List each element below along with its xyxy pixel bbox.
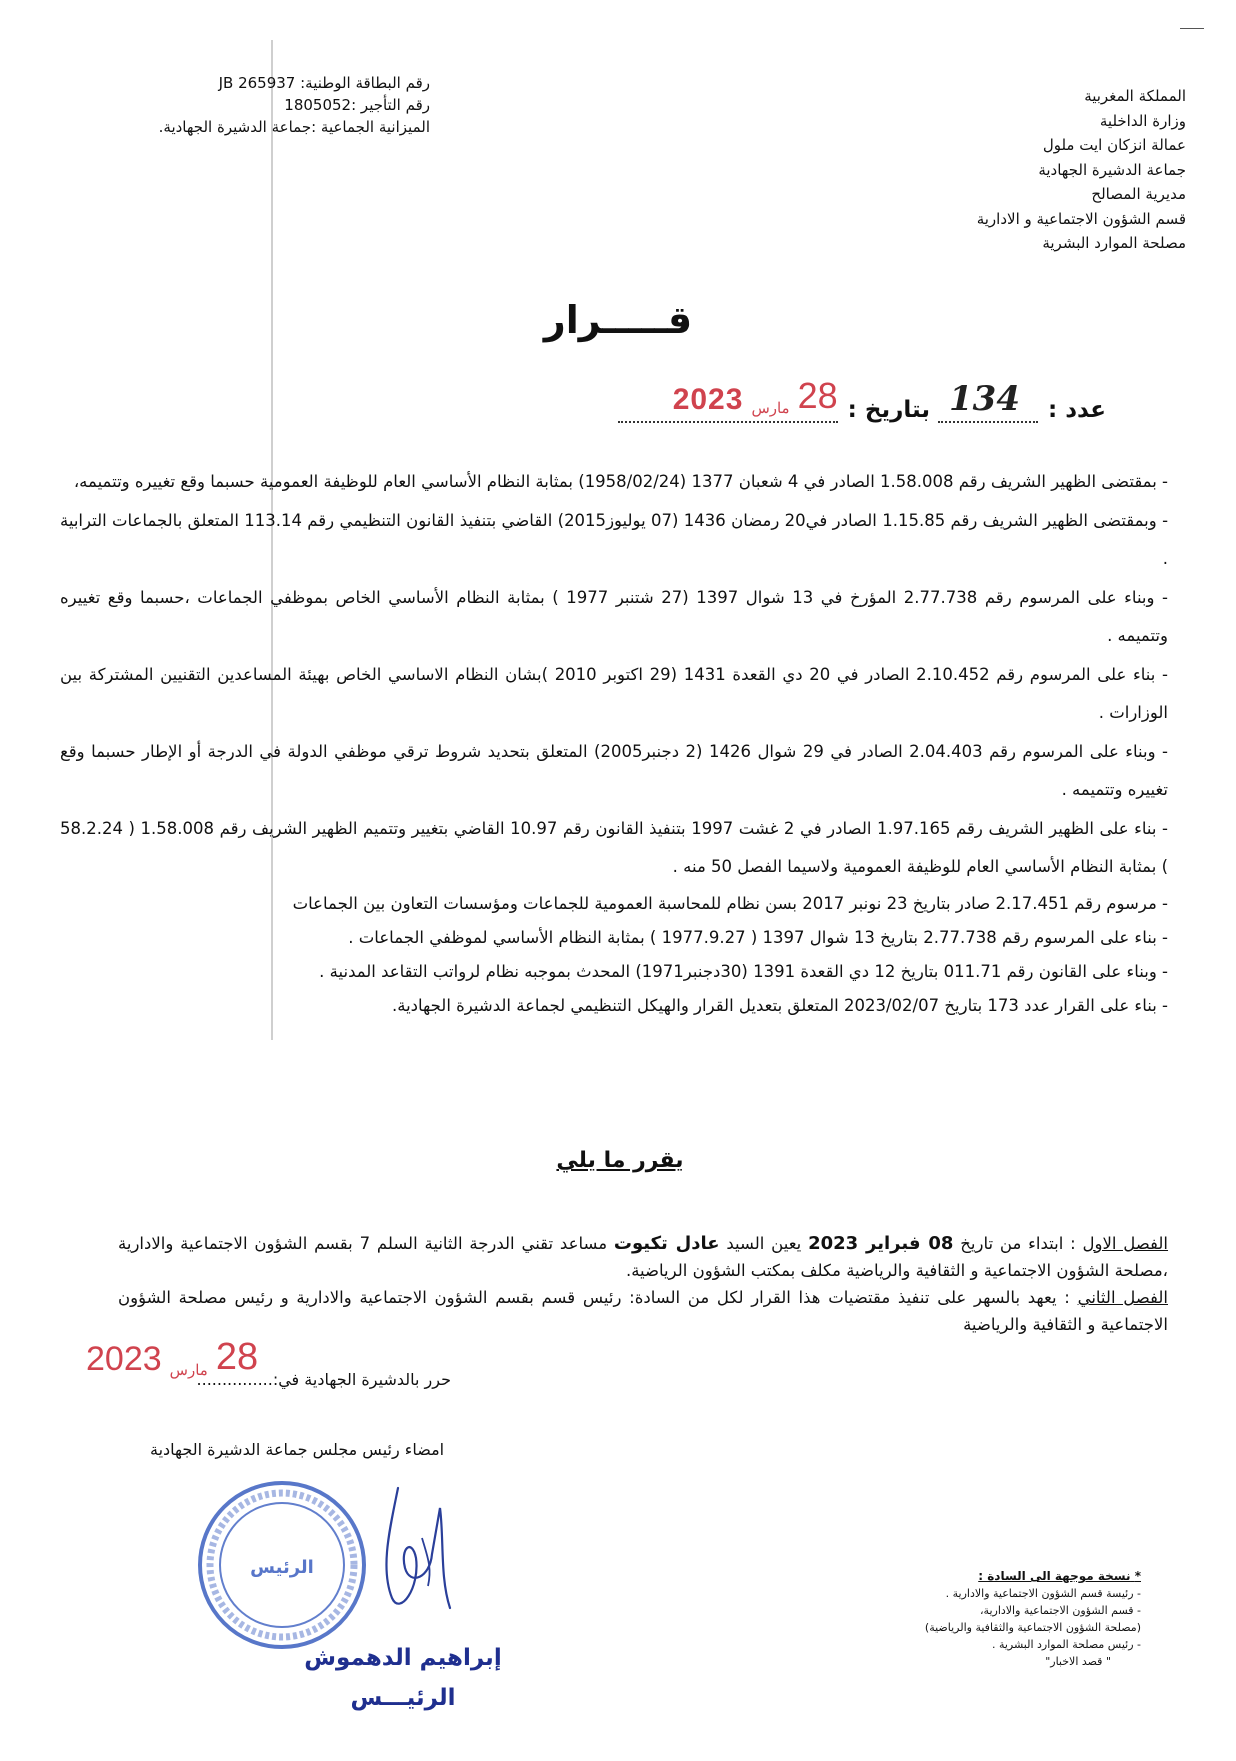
copies-heading-text: نسخة موجهة الى السادة : bbox=[978, 1569, 1131, 1583]
budget-line: الميزانية الجماعية :جماعة الدشيرة الجهادية. bbox=[158, 118, 430, 136]
stamp-year: 2023 bbox=[672, 383, 744, 416]
article-2-text: : يعهد بالسهر على تنفيذ مقتضيات هذا القرار لكل من السادة: رئيس قسم بقسم الشؤون الاجتماعية والادارية و رئيس مصلحة الشؤون الاجتماعية و الثقافية والرياضية bbox=[118, 1288, 1168, 1334]
header-line: وزارة الداخلية bbox=[1099, 111, 1186, 130]
copy-recipient: - رئيس مصلحة الموارد البشرية . bbox=[991, 1638, 1141, 1651]
header-line: قسم الشؤون الاجتماعية و الادارية bbox=[976, 209, 1186, 228]
copy-purpose: " قصد الاخبار" bbox=[1045, 1655, 1111, 1668]
decides-heading: يقرر ما يلي bbox=[556, 1148, 684, 1173]
article-1-text-c: مساعد تقني الدرجة الثانية السلم 7 بقسم الشؤون الاجتماعية والادارية ،مصلحة الشؤون الاجتماعية و الثقافية والرياضية مكلف بمكتب الشؤون الرياضية. bbox=[118, 1234, 1168, 1280]
appointment-date: 08 فبراير 2023 bbox=[808, 1233, 954, 1254]
president-name: إبراهيم الدهموش bbox=[304, 1645, 502, 1671]
signature bbox=[370, 1468, 470, 1628]
copy-recipient: - رئيسة قسم الشؤون الاجتماعية والادارية . bbox=[945, 1587, 1141, 1600]
number-label: عدد : bbox=[1047, 397, 1106, 423]
copy-recipient: (مصلحة الشؤون الاجتماعية والثقافية والرياضية) bbox=[924, 1621, 1141, 1634]
article-1-text-a: : ابتداء من تاريخ bbox=[960, 1234, 1076, 1253]
preamble-item: - وبناء على المرسوم رقم 2.77.738 المؤرخ في 13 شوال 1397 (27 شتنبر 1977 ) بمثابة النظام الأساسي الخاص بموظفي الجماعات ،حسبما وقع تغييره وتتميمه . bbox=[60, 587, 1168, 645]
signature-scribble bbox=[370, 1468, 470, 1628]
payroll-number: رقم التأجير :1805052 bbox=[284, 96, 430, 114]
president-title: الرئيـــس bbox=[350, 1685, 456, 1711]
document-title: قـــــرار bbox=[543, 298, 693, 342]
stamp-month: مارس bbox=[169, 1362, 208, 1379]
seal-graphic bbox=[195, 1478, 370, 1653]
stamp-month: مارس bbox=[751, 400, 790, 417]
article-1 bbox=[118, 1230, 1168, 1284]
header-line: جماعة الدشيرة الجهادية bbox=[1038, 160, 1186, 179]
seal-text: الرئيس bbox=[250, 1557, 314, 1578]
article-2-label: الفصل الثاني bbox=[1077, 1288, 1168, 1307]
copy-recipient: - قسم الشؤون الاجتماعية والادارية، bbox=[980, 1604, 1141, 1617]
stamp-year: 2023 bbox=[86, 1340, 162, 1378]
signature-title: امضاء رئيس مجلس جماعة الدشيرة الجهادية bbox=[150, 1440, 445, 1459]
preamble-item: - مرسوم رقم 2.17.451 صادر بتاريخ 23 نونبر 2017 بسن نظام للمحاسبة العمومية للجماعات ومؤسسات التعاون بين الجماعات bbox=[292, 893, 1168, 913]
employee-info bbox=[130, 72, 430, 138]
preamble-item: - بمقتضى الظهير الشريف رقم 1.58.008 الصادر في 4 شعبان 1377 (1958/02/24) بمثابة النظام الأساسي العام للوظيفة العمومية حسبما وقع تغييره وتتميمه، bbox=[73, 472, 1168, 491]
articles bbox=[118, 1230, 1168, 1338]
copies-heading bbox=[841, 1568, 1141, 1585]
header-line: عمالة انزكان ايت ملول bbox=[1042, 136, 1186, 154]
issuer-header bbox=[886, 84, 1186, 256]
employee-name: عادل تكيوت bbox=[613, 1233, 720, 1254]
preamble-item: - بناء على الظهير الشريف رقم 1.97.165 الصادر في 2 غشت 1997 بتنفيذ القانون رقم 10.97 القاضي بتغيير وتتميم الظهير الشريف رقم 1.58.008 ( 58.2.24 ) بمثابة النظام الأساسي العام للوظيفة العمومية ولاسيما الفصل 50 منه . bbox=[60, 818, 1169, 876]
article-1-text-b: يعين السيد bbox=[726, 1234, 802, 1253]
date-field bbox=[618, 375, 838, 423]
written-at: حرر بالدشيرة الجهادية في:............... bbox=[196, 1370, 451, 1389]
preamble bbox=[60, 463, 1168, 1023]
date-stamp bbox=[673, 375, 838, 417]
copies-list bbox=[841, 1568, 1141, 1670]
asterisk-icon: * bbox=[1134, 1569, 1141, 1583]
reference-line bbox=[618, 375, 1106, 423]
stamp-day: 28 bbox=[215, 1336, 259, 1378]
date-label: بتاريخ : bbox=[847, 397, 930, 423]
official-seal bbox=[195, 1478, 370, 1653]
preamble-item: - وبمقتضى الظهير الشريف رقم 1.15.85 الصادر في20 رمضان 1436 (07 يوليوز2015) القاضي بتنفيذ القانون التنظيمي رقم 113.14 المتعلق بالجماعات الترابية . bbox=[60, 510, 1169, 568]
preamble-item: - بناء على المرسوم رقم 2.10.452 الصادر في 20 دي القعدة 1431 (29 اكتوبر 2010 )بشان النظام الاساسي الخاص بهيئة المساعدين التقنيين المشتركة بين الوزارات . bbox=[60, 664, 1168, 722]
article-2 bbox=[118, 1284, 1168, 1338]
stamp-day: 28 bbox=[797, 375, 838, 416]
national-id: رقم البطاقة الوطنية: JB 265937 bbox=[218, 74, 430, 92]
header-line: مصلحة الموارد البشرية bbox=[1042, 234, 1186, 252]
header-line: المملكة المغربية bbox=[1084, 87, 1186, 105]
preamble-item: - بناء على القرار عدد 173 بتاريخ 2023/02/07 المتعلق بتعديل القرار والهيكل التنظيمي لجماعة الدشيرة الجهادية. bbox=[391, 995, 1168, 1015]
president-block bbox=[283, 1638, 523, 1718]
preamble-item: - وبناء على المرسوم رقم 2.04.403 الصادر في 29 شوال 1426 (2 دجنبر2005) المتعلق بتحديد شروط ترقي موظفي الدولة في الدرجة أو الإطار حسبما وقع تغييره وتتميمه . bbox=[60, 741, 1169, 799]
preamble-item: - بناء على المرسوم رقم 2.77.738 بتاريخ 13 شوال 1397 ( 1977.9.27 ) بمثابة النظام الأساسي لموظفي الجماعات . bbox=[348, 927, 1168, 947]
number-field bbox=[938, 379, 1038, 423]
handwritten-number: 134 bbox=[949, 379, 1020, 419]
preamble-item: - وبناء على القانون رقم 011.71 بتاريخ 12 دي القعدة 1391 (30دجنبر1971) المحدث بموجبه نظام لرواتب التقاعد المدنية . bbox=[319, 961, 1168, 981]
header-line: مديرية المصالح bbox=[1091, 185, 1186, 203]
article-1-label: الفصل الاول bbox=[1082, 1234, 1169, 1253]
top-mark bbox=[1180, 28, 1204, 29]
